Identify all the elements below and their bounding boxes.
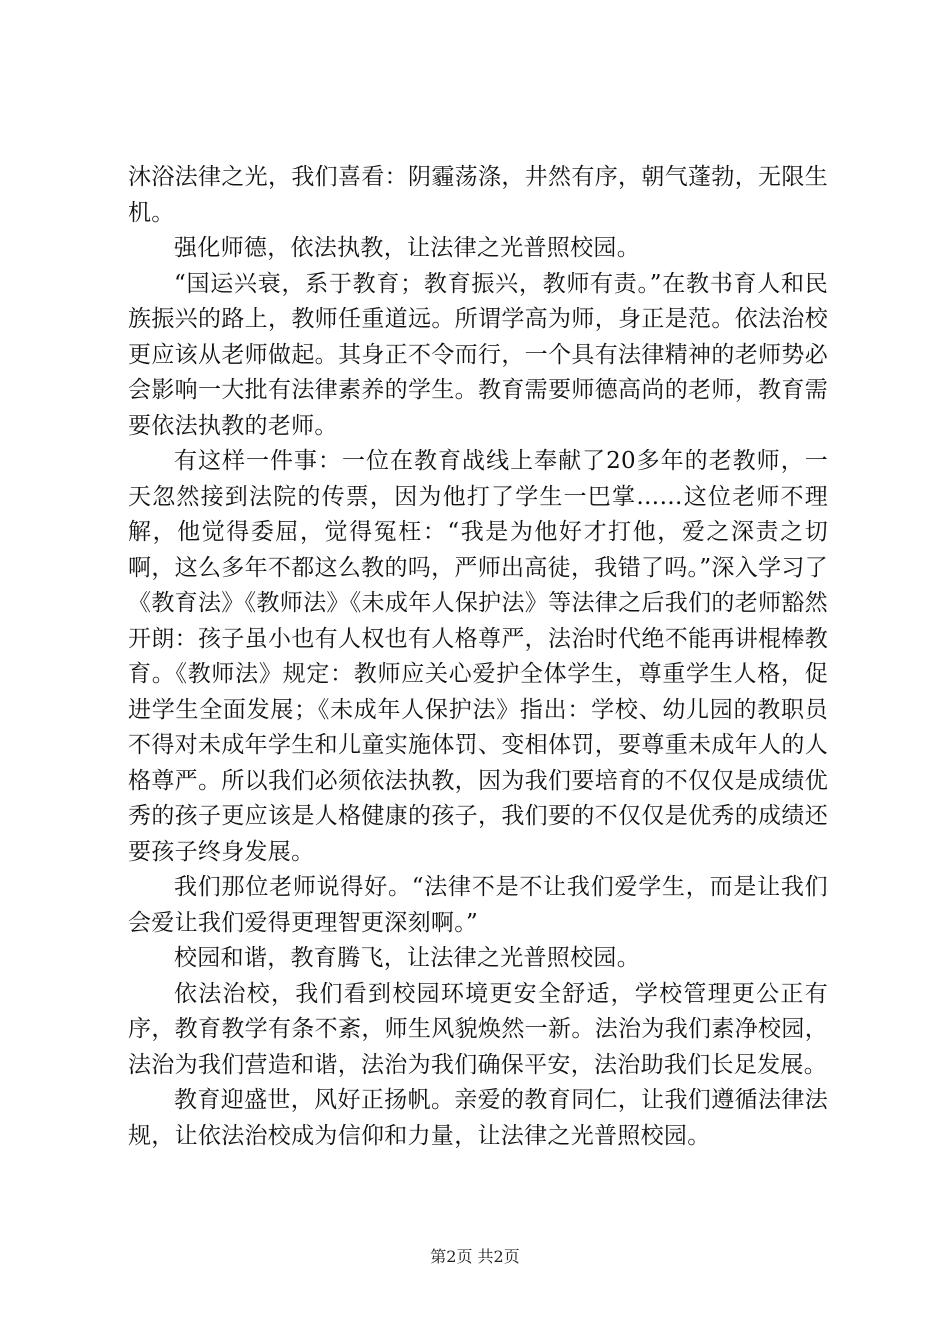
paragraph-4: 有这样一件事：一位在教育战线上奉献了20多年的老教师，一天忽然接到法院的传票，因为他打了学生一巴掌……这位老师不理解，他觉得委屈，觉得冤枉：“我是为他好才打他，爱之深责之切啊，这么多年不都这么教的吗，严师出高徒，我错了吗。”深入学习了《教育法》《教师法》《未成年人保护法》等法律之后我们的老师豁然开朗：孩子虽小也有人权也有人格尊严，法治时代绝不能再讲棍棒教育。《教师法》规定：教师应关心爱护全体学生，尊重学生人格，促进学生全面发展；《未成年人保护法》指出：学校、幼儿园的教职员不得对未成年学生和儿童实施体罚、变相体罚，要尊重未成年人的人格尊严。所以我们必须依法执教，因为我们要培育的不仅仅是成绩优秀的孩子更应该是人格健康的孩子，我们要的不仅仅是优秀的成绩还要孩子终身发展。 [128,448,828,865]
paragraph-6: 校园和谐，教育腾飞，让法律之光普照校园。 [174,945,640,971]
document-body [128,160,828,1154]
paragraph-3: “国运兴衰，系于教育；教育振兴，教师有责。”在教书育人和民族振兴的路上，教师任重道远。所谓学高为师，身正是范。依法治校更应该从老师做起。其身正不令而行，一个具有法律精神的老师势必会影响一大批有法律素养的学生。教育需要师德高尚的老师，教育需要依法执教的老师。 [128,270,828,439]
paragraph-8: 教育迎盛世，风好正扬帆。亲爱的教育同仁，让我们遵循法律法规，让依法治校成为信仰和力量，让法律之光普照校园。 [128,1087,828,1149]
page-footer: 第2页 共2页 [430,1247,520,1266]
paragraph-2: 强化师德，依法执教，让法律之光普照校园。 [174,235,640,261]
paragraph-7: 依法治校，我们看到校园环境更安全舒适，学校管理更公正有序，教育教学有条不紊，师生风貌焕然一新。法治为我们素净校园，法治为我们营造和谐，法治为我们确保平安，法治助我们长足发展。 [128,980,828,1078]
paragraph-5: 我们那位老师说得好。“法律不是不让我们爱学生，而是让我们会爱让我们爱得更理智更深刻啊。” [128,874,828,936]
paragraph-1: 沐浴法律之光，我们喜看：阴霾荡涤，井然有序，朝气蓬勃，无限生机。 [128,164,828,226]
